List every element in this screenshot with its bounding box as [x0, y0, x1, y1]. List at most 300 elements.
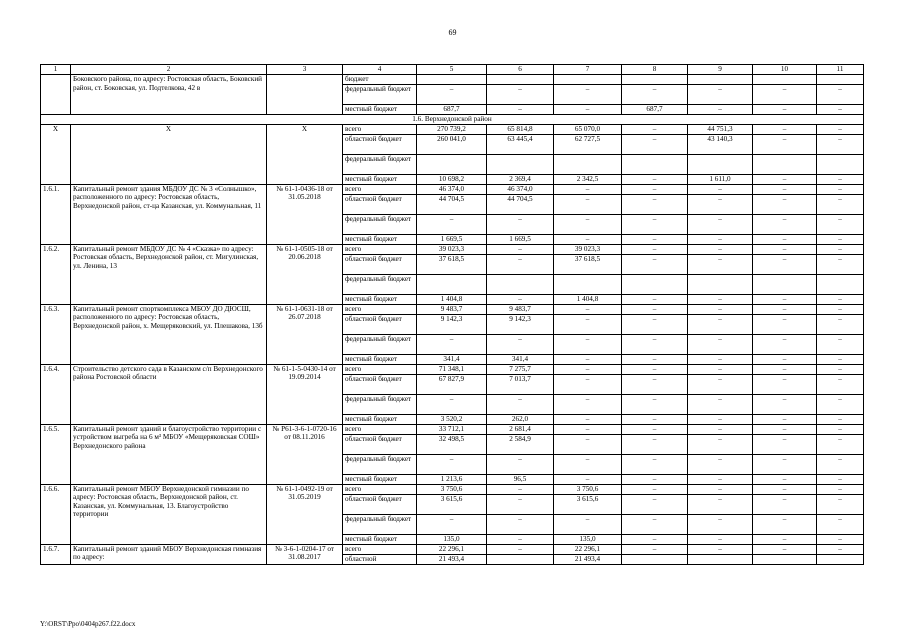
value-cell [417, 75, 487, 85]
column-header: 4 [343, 65, 417, 75]
value-cell: – [688, 314, 753, 334]
column-header: 3 [267, 65, 343, 75]
value-cell: – [817, 294, 864, 304]
value-cell [688, 554, 753, 564]
budget-label: федеральный бюджет [343, 154, 417, 174]
value-cell: – [753, 544, 817, 554]
value-cell: – [688, 494, 753, 514]
value-cell: – [622, 544, 688, 554]
value-cell [817, 154, 864, 174]
column-header: 2 [71, 65, 267, 75]
value-cell: – [688, 544, 753, 554]
value-cell: 43 140,3 [688, 134, 753, 154]
value-cell: – [753, 184, 817, 194]
budget-label: всего [343, 244, 417, 254]
value-cell: – [487, 104, 554, 114]
budget-label: местный бюджет [343, 174, 417, 184]
value-cell: – [688, 454, 753, 474]
value-cell: – [817, 434, 864, 454]
value-cell: 7 013,7 [487, 374, 554, 394]
value-cell [688, 75, 753, 85]
value-cell: – [753, 294, 817, 304]
value-cell: – [622, 414, 688, 424]
value-cell: – [622, 394, 688, 414]
value-cell: – [622, 294, 688, 304]
value-cell: – [753, 374, 817, 394]
value-cell: – [554, 454, 622, 474]
table-row [41, 75, 864, 85]
value-cell: 3 520,2 [417, 414, 487, 424]
column-header: 8 [622, 65, 688, 75]
budget-label: всего [343, 484, 417, 494]
value-cell: – [417, 514, 487, 534]
value-cell: 9 142,3 [417, 314, 487, 334]
item-number [41, 75, 71, 115]
column-header: 6 [487, 65, 554, 75]
budget-label: областной бюджет [343, 314, 417, 334]
budget-label: местный бюджет [343, 354, 417, 364]
budget-label: всего [343, 364, 417, 374]
value-cell: – [622, 374, 688, 394]
value-cell: – [417, 454, 487, 474]
value-cell: – [753, 494, 817, 514]
value-cell [487, 154, 554, 174]
value-cell: – [753, 104, 817, 114]
value-cell: 71 348,1 [417, 364, 487, 374]
value-cell: 2 369,4 [487, 174, 554, 184]
value-cell [753, 154, 817, 174]
value-cell: 37 618,5 [554, 254, 622, 274]
item-name: Капитальный ремонт МБОУ Верхнедонской гимназии по адресу: Ростовская область, Верхнедонской район, ст. Казанская, ул. Коммунальная, 13. Благоустройство территории [71, 484, 267, 544]
budget-label: областной бюджет [343, 374, 417, 394]
value-cell [622, 274, 688, 294]
value-cell: – [753, 314, 817, 334]
value-cell: 22 296,1 [417, 544, 487, 554]
budget-label: местный бюджет [343, 414, 417, 424]
item-name: Капитальный ремонт спорткомплекса МБОУ ДО ДЮСШ, расположенного по адресу: Ростовская область, Верхнедонской район, х. Мещеряковский, ул. Плешакова, 13б [71, 304, 267, 364]
value-cell: 1 669,5 [487, 234, 554, 244]
value-cell: – [487, 454, 554, 474]
item-name: Капитальный ремонт здания МБДОУ ДС № 3 «Солнышко», расположенного по адресу: Ростовская область, Верхнедонской район, ст-ца Казанская, ул. Коммунальная, 11 [71, 184, 267, 244]
budget-label: бюджет [343, 75, 417, 85]
value-cell: 3 615,6 [417, 494, 487, 514]
value-cell: – [753, 394, 817, 414]
budget-label: областной бюджет [343, 434, 417, 454]
value-cell: – [817, 84, 864, 104]
item-number: 1.6.3. [41, 304, 71, 364]
value-cell: 135,0 [554, 534, 622, 544]
value-cell: – [817, 134, 864, 154]
value-cell: – [688, 104, 753, 114]
item-number: Х [41, 124, 71, 184]
budget-label: всего [343, 544, 417, 554]
value-cell: – [688, 354, 753, 364]
value-cell [688, 274, 753, 294]
value-cell: – [622, 244, 688, 254]
value-cell: – [817, 424, 864, 434]
budget-label: федеральный бюджет [343, 454, 417, 474]
value-cell: 2 342,5 [554, 174, 622, 184]
value-cell: 687,7 [622, 104, 688, 114]
value-cell: – [554, 184, 622, 194]
value-cell [554, 274, 622, 294]
budget-label: местный бюджет [343, 474, 417, 484]
item-name: Строительство детского сада в Казанском с/п Верхнедонского района Ростовской области [71, 364, 267, 424]
value-cell: – [817, 304, 864, 314]
value-cell: 3 750,6 [554, 484, 622, 494]
value-cell: – [622, 184, 688, 194]
value-cell: – [688, 514, 753, 534]
value-cell: – [487, 394, 554, 414]
value-cell: – [622, 434, 688, 454]
item-number: 1.6.7. [41, 544, 71, 564]
value-cell: 1 404,8 [554, 294, 622, 304]
value-cell: – [817, 254, 864, 274]
value-cell: – [487, 334, 554, 354]
value-cell: – [688, 374, 753, 394]
value-cell: – [817, 214, 864, 234]
value-cell: – [417, 214, 487, 234]
value-cell: – [622, 314, 688, 334]
value-cell: 9 142,3 [487, 314, 554, 334]
value-cell: – [554, 374, 622, 394]
table-row [41, 244, 864, 254]
value-cell: – [753, 84, 817, 104]
value-cell [817, 274, 864, 294]
value-cell: – [622, 304, 688, 314]
value-cell: – [688, 534, 753, 544]
budget-label: местный бюджет [343, 294, 417, 304]
value-cell: – [688, 434, 753, 454]
value-cell: 62 727,5 [554, 134, 622, 154]
item-name: Капитальный ремонт зданий МБОУ Верхнедонская гимназия по адресу: [71, 544, 267, 564]
item-number: 1.6.1. [41, 184, 71, 244]
column-header: 7 [554, 65, 622, 75]
value-cell: – [622, 354, 688, 364]
budget-label: местный бюджет [343, 234, 417, 244]
value-cell: 67 827,9 [417, 374, 487, 394]
value-cell: 21 493,4 [554, 554, 622, 564]
value-cell: 46 374,0 [487, 184, 554, 194]
item-number: 1.6.4. [41, 364, 71, 424]
value-cell: – [622, 334, 688, 354]
value-cell: – [688, 474, 753, 484]
value-cell: – [554, 414, 622, 424]
value-cell: – [753, 304, 817, 314]
budget-label: местный бюджет [343, 534, 417, 544]
value-cell [688, 154, 753, 174]
value-cell: – [753, 414, 817, 424]
value-cell: – [753, 194, 817, 214]
value-cell: – [817, 474, 864, 484]
value-cell: 39 023,3 [554, 244, 622, 254]
value-cell: 3 750,6 [417, 484, 487, 494]
value-cell: – [817, 244, 864, 254]
item-number: 1.6.2. [41, 244, 71, 304]
value-cell: – [622, 494, 688, 514]
value-cell: 3 615,6 [554, 494, 622, 514]
table-row [41, 184, 864, 194]
value-cell: – [622, 194, 688, 214]
column-header: 11 [817, 65, 864, 75]
item-document: № 61-1-0492-19 от 31.05.2019 [267, 484, 343, 544]
budget-label: всего [343, 124, 417, 134]
value-cell: – [753, 364, 817, 374]
value-cell: – [554, 234, 622, 244]
value-cell [817, 75, 864, 85]
value-cell: – [622, 254, 688, 274]
value-cell [622, 554, 688, 564]
column-header: 1 [41, 65, 71, 75]
value-cell: – [554, 514, 622, 534]
value-cell: – [753, 454, 817, 474]
value-cell: – [688, 194, 753, 214]
value-cell: 10 698,2 [417, 174, 487, 184]
value-cell: 32 498,5 [417, 434, 487, 454]
value-cell: – [622, 514, 688, 534]
budget-label: всего [343, 424, 417, 434]
value-cell: – [688, 364, 753, 374]
budget-table [40, 64, 864, 565]
value-cell: – [622, 84, 688, 104]
table-row [41, 124, 864, 134]
value-cell: 37 618,5 [417, 254, 487, 274]
value-cell: – [753, 254, 817, 274]
value-cell: – [487, 534, 554, 544]
value-cell: – [753, 234, 817, 244]
value-cell: – [554, 354, 622, 364]
value-cell: 96,5 [487, 474, 554, 484]
value-cell: 260 041,0 [417, 134, 487, 154]
value-cell: – [622, 174, 688, 184]
item-number: 1.6.5. [41, 424, 71, 484]
item-document: № 61-1-0436-18 от 31.05.2018 [267, 184, 343, 244]
item-document: № Р61-3-6-1-0720-16 от 08.11.2016 [267, 424, 343, 484]
value-cell: 135,0 [417, 534, 487, 544]
page-number: 69 [448, 28, 457, 37]
value-cell: 9 483,7 [487, 304, 554, 314]
item-document: Х [267, 124, 343, 184]
value-cell: – [817, 484, 864, 494]
value-cell [817, 554, 864, 564]
value-cell: – [753, 334, 817, 354]
budget-label: областной бюджет [343, 254, 417, 274]
table-row [41, 424, 864, 434]
value-cell: – [417, 334, 487, 354]
value-cell: 63 445,4 [487, 134, 554, 154]
value-cell [753, 554, 817, 564]
value-cell: – [817, 454, 864, 474]
table-row [41, 544, 864, 554]
item-document: № 61-1-0631-18 от 26.07.2018 [267, 304, 343, 364]
value-cell: 39 023,3 [417, 244, 487, 254]
item-name: Х [71, 124, 267, 184]
item-document: № 3-6-1-0204-17 от 31.08.2017 [267, 544, 343, 564]
value-cell: – [487, 514, 554, 534]
value-cell: 22 296,1 [554, 544, 622, 554]
value-cell [622, 75, 688, 85]
value-cell: – [753, 174, 817, 184]
value-cell: – [554, 314, 622, 334]
budget-label: областной бюджет [343, 194, 417, 214]
value-cell [622, 154, 688, 174]
value-cell [417, 274, 487, 294]
value-cell: – [554, 474, 622, 484]
table-row [41, 304, 864, 314]
section-title: 1.6. Верхнедонской район [41, 114, 864, 124]
value-cell: – [554, 434, 622, 454]
budget-label: федеральный бюджет [343, 514, 417, 534]
value-cell: 2 584,9 [487, 434, 554, 454]
value-cell: – [817, 234, 864, 244]
value-cell: 7 275,7 [487, 364, 554, 374]
value-cell: – [817, 364, 864, 374]
value-cell: – [487, 484, 554, 494]
budget-label: федеральный бюджет [343, 214, 417, 234]
value-cell: – [817, 354, 864, 364]
value-cell: – [688, 294, 753, 304]
value-cell: – [622, 424, 688, 434]
value-cell: – [554, 424, 622, 434]
value-cell: 65 070,0 [554, 124, 622, 134]
value-cell: – [817, 494, 864, 514]
value-cell: 44 704,5 [417, 194, 487, 214]
value-cell: – [554, 304, 622, 314]
value-cell: – [487, 544, 554, 554]
value-cell: – [688, 214, 753, 234]
value-cell [554, 154, 622, 174]
item-document: № 61-1-0505-18 от 20.06.2018 [267, 244, 343, 304]
value-cell: 44 704,5 [487, 194, 554, 214]
value-cell: – [487, 494, 554, 514]
item-name: Капитальный ремонт зданий и благоустройство территории с устройством выгреба на 6 м³ МБОУ «Мещеряковская СОШ» Верхнедонского района [71, 424, 267, 484]
value-cell [487, 554, 554, 564]
value-cell: 1 213,6 [417, 474, 487, 484]
value-cell: – [554, 394, 622, 414]
value-cell: – [688, 234, 753, 244]
value-cell: – [688, 394, 753, 414]
value-cell: – [753, 214, 817, 234]
value-cell [753, 75, 817, 85]
value-cell: 687,7 [417, 104, 487, 114]
value-cell: – [753, 514, 817, 534]
value-cell: – [688, 484, 753, 494]
value-cell: – [487, 294, 554, 304]
value-cell: 2 681,4 [487, 424, 554, 434]
value-cell: – [753, 484, 817, 494]
value-cell: – [817, 534, 864, 544]
value-cell: – [487, 244, 554, 254]
value-cell: – [622, 454, 688, 474]
item-document [267, 75, 343, 115]
value-cell: – [817, 514, 864, 534]
table-row [41, 65, 864, 75]
value-cell: – [554, 214, 622, 234]
value-cell: – [817, 334, 864, 354]
value-cell: – [688, 184, 753, 194]
value-cell: – [817, 394, 864, 414]
value-cell: 46 374,0 [417, 184, 487, 194]
value-cell: – [554, 194, 622, 214]
value-cell: – [417, 84, 487, 104]
value-cell: – [554, 334, 622, 354]
value-cell: – [622, 234, 688, 244]
value-cell: – [688, 424, 753, 434]
value-cell [487, 75, 554, 85]
value-cell: – [688, 244, 753, 254]
value-cell: – [487, 254, 554, 274]
item-document: № 61-1-5-0430-14 от 19.09.2014 [267, 364, 343, 424]
budget-label: федеральный бюджет [343, 84, 417, 104]
value-cell: – [487, 214, 554, 234]
value-cell [417, 154, 487, 174]
table-row [41, 484, 864, 494]
value-cell [554, 75, 622, 85]
value-cell: – [817, 194, 864, 214]
footer-file-path: Y:\ORST\Ppo\0404p267.f22.docx [40, 620, 136, 628]
value-cell: 1 404,8 [417, 294, 487, 304]
budget-label: федеральный бюджет [343, 334, 417, 354]
value-cell: – [688, 304, 753, 314]
column-header: 10 [753, 65, 817, 75]
value-cell: – [817, 104, 864, 114]
budget-label: федеральный бюджет [343, 274, 417, 294]
item-number: 1.6.6. [41, 484, 71, 544]
value-cell: 9 483,7 [417, 304, 487, 314]
budget-label: всего [343, 304, 417, 314]
table-row [41, 114, 864, 124]
value-cell: – [753, 134, 817, 154]
value-cell: 44 751,3 [688, 124, 753, 134]
value-cell: 270 739,2 [417, 124, 487, 134]
value-cell: – [753, 434, 817, 454]
budget-label: всего [343, 184, 417, 194]
value-cell: – [688, 334, 753, 354]
value-cell: – [487, 84, 554, 104]
value-cell: – [622, 134, 688, 154]
value-cell: 341,4 [487, 354, 554, 364]
value-cell: – [753, 474, 817, 484]
value-cell: – [622, 124, 688, 134]
budget-label: областной бюджет [343, 494, 417, 514]
value-cell: – [688, 84, 753, 104]
value-cell: – [817, 544, 864, 554]
value-cell: 1 611,0 [688, 174, 753, 184]
value-cell: – [554, 104, 622, 114]
value-cell: 65 814,8 [487, 124, 554, 134]
column-header: 5 [417, 65, 487, 75]
value-cell: – [622, 484, 688, 494]
value-cell: – [554, 364, 622, 374]
value-cell: 341,4 [417, 354, 487, 364]
value-cell: – [417, 394, 487, 414]
value-cell: 262,0 [487, 414, 554, 424]
value-cell: – [554, 84, 622, 104]
budget-label: местный бюджет [343, 104, 417, 114]
value-cell: 21 493,4 [417, 554, 487, 564]
value-cell: – [817, 124, 864, 134]
value-cell: 1 669,5 [417, 234, 487, 244]
value-cell [753, 274, 817, 294]
value-cell: – [817, 314, 864, 334]
value-cell: – [622, 534, 688, 544]
value-cell: – [753, 424, 817, 434]
budget-label: федеральный бюджет [343, 394, 417, 414]
value-cell: – [817, 174, 864, 184]
value-cell: – [688, 414, 753, 424]
value-cell: – [753, 354, 817, 364]
value-cell: – [622, 364, 688, 374]
